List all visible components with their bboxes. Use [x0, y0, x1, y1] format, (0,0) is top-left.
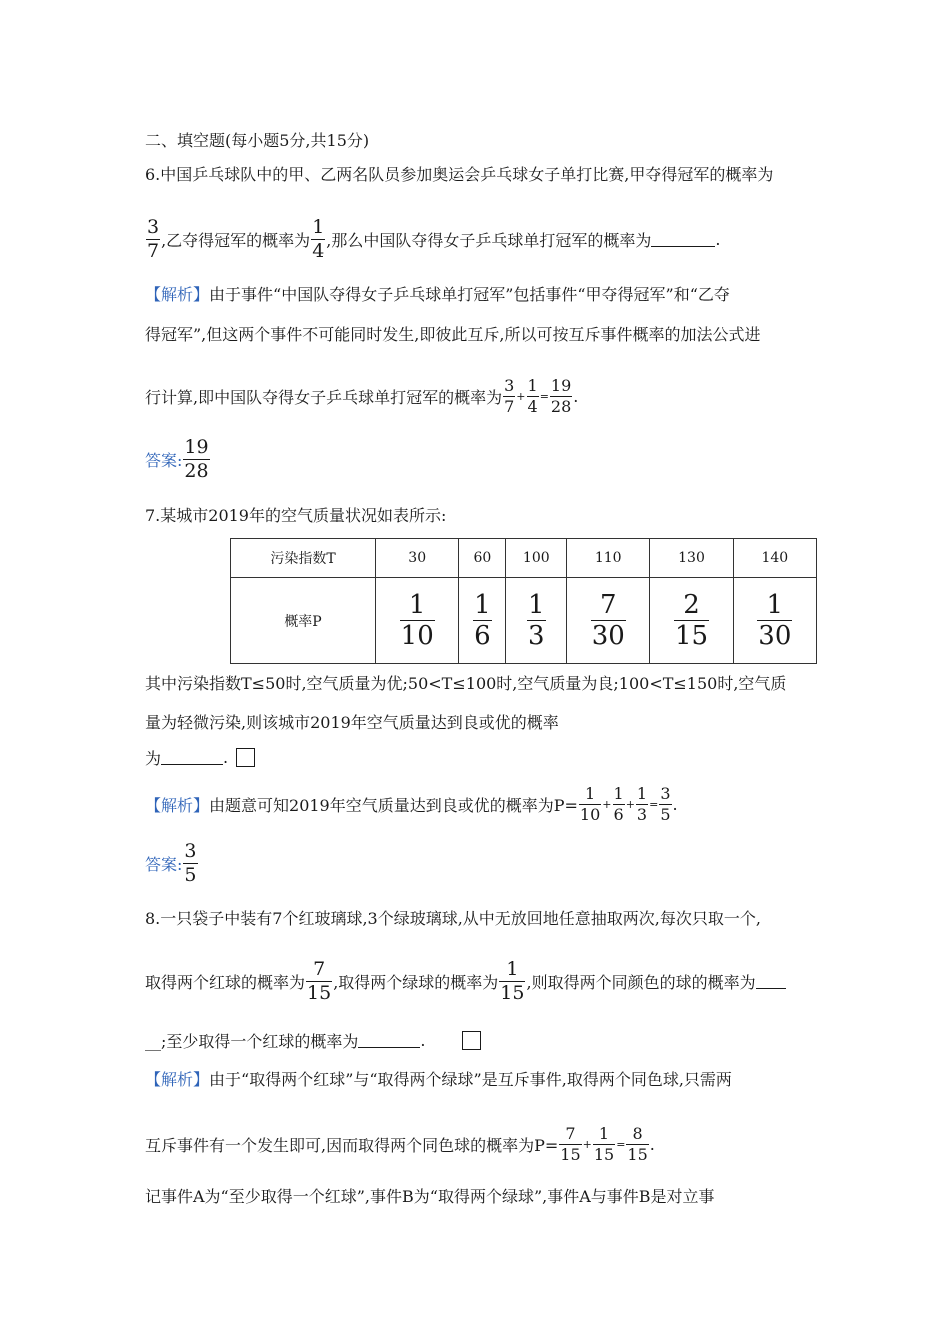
q6-fraction-yi: $\frac{1}{4}$ — [312, 216, 325, 262]
table-row — [231, 539, 817, 578]
q7-answer: 答案: $\frac{3}{5}$ — [145, 840, 197, 886]
q8-stem-line3: __;至少取得一个红球的概率为 . — [145, 1029, 481, 1052]
q7-probability-table — [230, 538, 817, 664]
q7-text-line1: 其中污染指数T≤50时,空气质量为优;50<T≤100时,空气质量为良;100<T≤150时,空气质 — [145, 674, 787, 693]
table-cell: 100 — [506, 539, 567, 578]
table-row — [231, 578, 817, 664]
table-header-cell: 概率P — [231, 578, 376, 664]
q7-analysis: 【解析】 由题意可知2019年空气质量达到良或优的概率为P= $\frac{1}{10}$ + $\frac{1}{6}$ + $\frac{1}{3}$ = $\frac{3}{5}$ . — [145, 784, 678, 824]
q6-analysis-line2: 得冠军”,但这两个事件不可能同时发生,即彼此互斥,所以可按互斥事件概率的加法公式进 — [145, 325, 761, 344]
q6-analysis-line1: 【解析】 由于事件“中国队夺得女子乒乓球单打冠军”包括事件“甲夺得冠军”和“乙夺 — [145, 285, 730, 304]
table-cell: $\frac{7}{30}$ — [567, 578, 650, 664]
q7-answer-box[interactable] — [236, 748, 255, 767]
table-header-cell: 污染指数T — [231, 539, 376, 578]
q8-analysis-line2: 互斥事件有一个发生即可,因而取得两个同色球的概率为P= $\frac{7}{15}$ + $\frac{1}{15}$ = $\frac{8}{15}$ . — [145, 1124, 655, 1164]
q7-text-line3: 为 . — [145, 746, 255, 769]
q6-analysis-line3: 行计算,即中国队夺得女子乒乓球单打冠军的概率为 $\frac{3}{7}$ + $\frac{1}{4}$ = $\frac{19}{28}$ . — [145, 376, 579, 416]
section-title: 二、填空题(每小题5分,共15分) — [145, 131, 370, 150]
table-cell: 130 — [650, 539, 733, 578]
q7-answer-blank[interactable] — [161, 750, 223, 765]
q8-answer-blank-1[interactable] — [756, 974, 786, 989]
q8-analysis-line1: 【解析】 由于“取得两个红球”与“取得两个绿球”是互斥事件,取得两个同色球,只需两 — [145, 1070, 732, 1089]
table-cell: 140 — [733, 539, 816, 578]
table-cell: $\frac{1}{6}$ — [459, 578, 506, 664]
table-cell: $\frac{1}{30}$ — [733, 578, 816, 664]
q8-stem-line2: 取得两个红球的概率为 $\frac{7}{15}$ ,取得两个绿球的概率为 $\frac{1}{15}$ ,则取得两个同颜色的球的概率为 — [145, 960, 786, 1003]
q6-fraction-jia: $\frac{3}{7}$ — [147, 216, 160, 262]
table-cell: $\frac{1}{10}$ — [376, 578, 459, 664]
table-cell: $\frac{2}{15}$ — [650, 578, 733, 664]
table-cell: 60 — [459, 539, 506, 578]
table-cell: $\frac{1}{3}$ — [506, 578, 567, 664]
q8-analysis-line3: 记事件A为“至少取得一个红球”,事件B为“取得两个绿球”,事件A与事件B是对立事 — [145, 1187, 715, 1206]
q7-text-line2: 量为轻微污染,则该城市2019年空气质量达到良或优的概率 — [145, 713, 559, 732]
q6-answer: 答案: $\frac{19}{28}$ — [145, 436, 209, 482]
q8-answer-blank-2[interactable] — [358, 1033, 420, 1048]
q6-stem-line2: $\frac{3}{7}$ ,乙夺得冠军的概率为 $\frac{1}{4}$ ,那么中国队夺得女子乒乓球单打冠军的概率为 . — [147, 216, 721, 262]
q6-answer-blank[interactable] — [651, 232, 715, 247]
q8-stem-line1: 8.一只袋子中装有7个红玻璃球,3个绿玻璃球,从中无放回地任意抽取两次,每次只取一个, — [145, 909, 761, 928]
q7-stem: 7.某城市2019年的空气质量状况如表所示: — [145, 506, 447, 525]
table-cell: 110 — [567, 539, 650, 578]
table-cell: 30 — [376, 539, 459, 578]
q6-stem-line1: 6.中国乒乓球队中的甲、乙两名队员参加奥运会乒乓球女子单打比赛,甲夺得冠军的概率为 — [145, 165, 774, 184]
q8-answer-box[interactable] — [462, 1031, 481, 1050]
